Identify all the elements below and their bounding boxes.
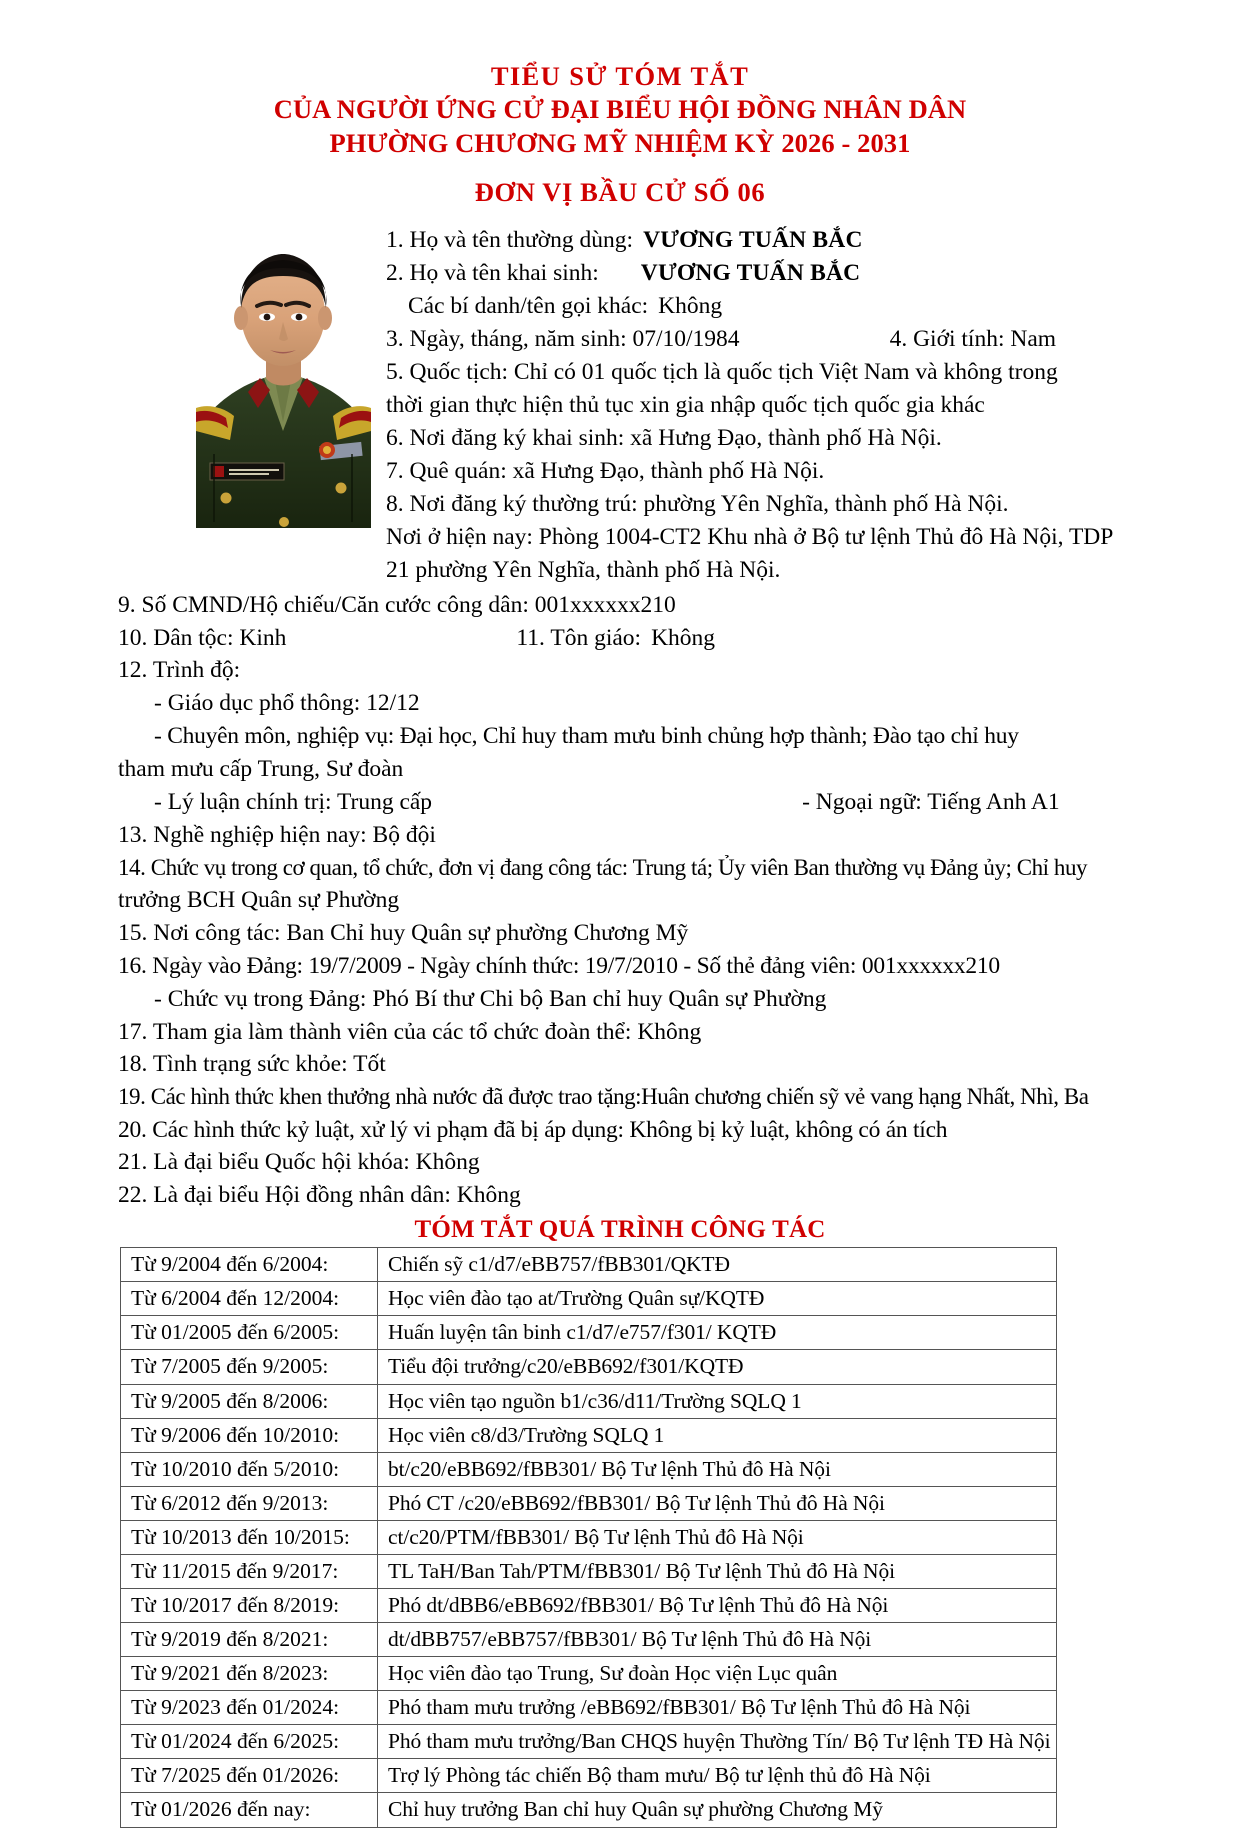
header-line-2: CỦA NGƯỜI ỨNG CỬ ĐẠI BIỂU HỘI ĐỒNG NHÂN DÂN: [273, 94, 967, 125]
career-detail: Trợ lý Phòng tác chiến Bộ tham mưu/ Bộ tư lệnh thủ đô Hà Nội: [378, 1759, 1057, 1793]
career-detail: dt/dBB757/eBB757/fBB301/ Bộ Tư lệnh Thủ đô Hà Nội: [378, 1623, 1057, 1657]
field-party-admission: 16. Ngày vào Đảng: 19/7/2009 - Ngày chính thức: 19/7/2010 - Số thẻ đảng viên: 001xxxxxx210: [118, 952, 1000, 979]
field-permanent-residence: 8. Nơi đăng ký thường trú: phường Yên Nghĩa, thành phố Hà Nội.: [386, 490, 1009, 517]
career-period: Từ 6/2004 đến 12/2004:: [121, 1282, 378, 1316]
table-row: [121, 1588, 1057, 1622]
field-disciplinary-actions: 20. Các hình thức kỷ luật, xử lý vi phạm đã bị áp dụng: Không bị kỷ luật, không có án tích: [118, 1116, 948, 1143]
field-ethnicity-value: Kinh: [239, 624, 287, 651]
career-period: Từ 6/2012 đến 9/2013:: [121, 1486, 378, 1520]
table-row: [121, 1384, 1057, 1418]
field-religion-value: Không: [651, 624, 716, 651]
field-professional-education-line2: tham mưu cấp Trung, Sư đoàn: [118, 756, 404, 783]
career-period: Từ 10/2013 đến 10/2015:: [121, 1520, 378, 1554]
career-period: Từ 01/2024 đến 6/2025:: [121, 1725, 378, 1759]
career-detail: Học viên c8/d3/Trường SQLQ 1: [378, 1418, 1057, 1452]
table-row: [121, 1725, 1057, 1759]
career-detail: ct/c20/PTM/fBB301/ Bộ Tư lệnh Thủ đô Hà Nội: [378, 1520, 1057, 1554]
career-period: Từ 10/2010 đến 5/2010:: [121, 1452, 378, 1486]
candidate-photo: [196, 226, 371, 528]
career-detail: Phó tham mưu trưởng/Ban CHQS huyện Thường Tín/ Bộ Tư lệnh TĐ Hà Nội: [378, 1725, 1057, 1759]
career-period: Từ 11/2015 đến 9/2017:: [121, 1554, 378, 1588]
field-gender-value: Nam: [1010, 325, 1057, 352]
field-religion-label: 11. Tôn giáo:: [516, 624, 642, 651]
field-gender-label: 4. Giới tính:: [889, 325, 1005, 352]
career-history-body: [121, 1248, 1057, 1827]
field-birth-name-value: VƯƠNG TUẤN BẮC: [640, 259, 861, 286]
table-row: [121, 1486, 1057, 1520]
career-detail: TL TaH/Ban Tah/PTM/fBB301/ Bộ Tư lệnh Thủ đô Hà Nội: [378, 1554, 1057, 1588]
field-general-education-text: - Giáo dục phổ thông: 12/12: [154, 690, 420, 717]
field-alias-value: Không: [658, 292, 723, 319]
field-alias-label: Các bí danh/tên gọi khác:: [408, 292, 649, 319]
career-period: Từ 10/2017 đến 8/2019:: [121, 1588, 378, 1622]
field-birth-name-label: 2. Họ và tên khai sinh:: [386, 259, 599, 286]
field-professional-education-line1: [118, 720, 1122, 753]
table-row: [121, 1691, 1057, 1725]
field-nationality-line2: thời gian thực hiện thủ tục xin gia nhập quốc tịch quốc gia khác: [386, 391, 985, 418]
field-ethnicity-religion: [118, 622, 1122, 655]
career-detail: Học viên đào tạo Trung, Sư đoàn Học viện Lục quân: [378, 1657, 1057, 1691]
document-header: [118, 60, 1122, 210]
field-workplace: 15. Nơi công tác: Ban Chỉ huy Quân sự phường Chương Mỹ: [118, 919, 689, 946]
career-detail: Tiểu đội trưởng/c20/eBB692/f301/KQTĐ: [378, 1350, 1057, 1384]
header-line-1: TIỂU SỬ TÓM TẮT: [490, 61, 750, 91]
field-alias: [386, 290, 1122, 323]
field-national-assembly-delegate: 21. Là đại biểu Quốc hội khóa: Không: [118, 1149, 480, 1176]
career-period: Từ 9/2005 đến 8/2006:: [121, 1384, 378, 1418]
field-general-education: [118, 687, 1122, 720]
field-health-status: 18. Tình trạng sức khỏe: Tốt: [118, 1051, 386, 1078]
identity-fields: [386, 224, 1122, 587]
field-dob-value: 07/10/1984: [632, 325, 740, 352]
header-line-3: PHƯỜNG CHƯƠNG MỸ NHIỆM KỲ 2026 - 2031: [329, 127, 911, 158]
table-row: [121, 1452, 1057, 1486]
career-period: Từ 01/2026 đến nay:: [121, 1793, 378, 1827]
career-detail: Học viên đào tạo at/Trường Quân sự/KQTĐ: [378, 1282, 1057, 1316]
field-common-name-label: 1. Họ và tên thường dùng:: [386, 226, 634, 253]
field-current-residence-line1: Nơi ở hiện nay: Phòng 1004-CT2 Khu nhà ở Bộ tư lệnh Thủ đô Hà Nội, TDP: [386, 523, 1114, 550]
field-common-name: [386, 224, 1122, 257]
career-detail: Huấn luyện tân binh c1/d7/e757/f301/ KQTĐ: [378, 1316, 1057, 1350]
field-current-occupation: 13. Nghề nghiệp hiện nay: Bộ đội: [118, 821, 436, 848]
table-row: [121, 1248, 1057, 1282]
table-row: [121, 1418, 1057, 1452]
field-professional-education-text: - Chuyên môn, nghiệp vụ: Đại học, Chỉ huy tham mưu binh chủng hợp thành; Đào tạo chỉ huy: [154, 723, 1019, 750]
table-row: [121, 1520, 1057, 1554]
career-period: Từ 9/2021 đến 8/2023:: [121, 1657, 378, 1691]
field-political-theory-text: - Lý luận chính trị: Trung cấp: [154, 789, 433, 816]
career-detail: Học viên tạo nguồn b1/c36/d11/Trường SQLQ 1: [378, 1384, 1057, 1418]
field-birth-registration-place: 6. Nơi đăng ký khai sinh: xã Hưng Đạo, thành phố Hà Nội.: [386, 424, 942, 451]
field-education-heading: 12. Trình độ:: [118, 657, 241, 684]
table-row: [121, 1759, 1057, 1793]
field-dob-gender: [386, 323, 1122, 356]
electoral-unit-heading: ĐƠN VỊ BẦU CỬ SỐ 06: [474, 177, 766, 208]
field-state-awards: 19. Các hình thức khen thưởng nhà nước đã được trao tặng:Huân chương chiến sỹ vẻ vang hạng Nhất, Nhì, Ba: [118, 1084, 1089, 1110]
career-detail: Phó CT /c20/eBB692/fBB301/ Bộ Tư lệnh Thủ đô Hà Nội: [378, 1486, 1057, 1520]
table-row: [121, 1793, 1057, 1827]
field-party-position-text: - Chức vụ trong Đảng: Phó Bí thư Chi bộ Ban chỉ huy Quân sự Phường: [154, 985, 827, 1012]
field-political-theory-foreign-language: [118, 786, 1122, 819]
table-row: [121, 1350, 1057, 1384]
biography-fields: [118, 589, 1122, 1213]
table-row: [121, 1623, 1057, 1657]
candidate-identity-block: [118, 224, 1122, 587]
table-row: [121, 1316, 1057, 1350]
career-period: Từ 9/2023 đến 01/2024:: [121, 1691, 378, 1725]
field-common-name-value: VƯƠNG TUẤN BẮC: [643, 226, 863, 253]
field-nationality-line1: 5. Quốc tịch: Chỉ có 01 quốc tịch là quốc tịch Việt Nam và không trong: [386, 358, 1058, 385]
field-id-number: 9. Số CMND/Hộ chiếu/Căn cước công dân: 001xxxxxx210: [118, 591, 676, 618]
field-ethnicity-label: 10. Dân tộc:: [118, 624, 234, 651]
career-period: Từ 9/2004 đến 6/2004:: [121, 1248, 378, 1282]
field-current-residence-line2: 21 phường Yên Nghĩa, thành phố Hà Nội.: [386, 556, 781, 583]
field-organization-membership: 17. Tham gia làm thành viên của các tổ chức đoàn thể: Không: [118, 1018, 702, 1045]
career-detail: bt/c20/eBB692/fBB301/ Bộ Tư lệnh Thủ đô Hà Nội: [378, 1452, 1057, 1486]
career-period: Từ 7/2025 đến 01/2026:: [121, 1759, 378, 1793]
career-detail: Chiến sỹ c1/d7/eBB757/fBB301/QKTĐ: [378, 1248, 1057, 1282]
field-peoples-council-delegate: 22. Là đại biểu Hội đồng nhân dân: Không: [118, 1182, 521, 1209]
table-row: [121, 1282, 1057, 1316]
career-detail: Chỉ huy trưởng Ban chỉ huy Quân sự phường Chương Mỹ: [378, 1793, 1057, 1827]
field-birth-name: [386, 257, 1122, 290]
career-period: Từ 01/2005 đến 6/2005:: [121, 1316, 378, 1350]
table-row: [121, 1554, 1057, 1588]
table-row: [121, 1657, 1057, 1691]
career-period: Từ 7/2005 đến 9/2005:: [121, 1350, 378, 1384]
career-detail: Phó tham mưu trưởng /eBB692/fBB301/ Bộ Tư lệnh Thủ đô Hà Nội: [378, 1691, 1057, 1725]
field-foreign-language-text: - Ngoại ngữ: Tiếng Anh A1: [802, 789, 1060, 816]
career-period: Từ 9/2019 đến 8/2021:: [121, 1623, 378, 1657]
field-hometown: 7. Quê quán: xã Hưng Đạo, thành phố Hà Nội.: [386, 457, 825, 484]
field-dob-label: 3. Ngày, tháng, năm sinh:: [386, 325, 627, 352]
field-party-position: [118, 983, 1122, 1016]
career-detail: Phó dt/dBB6/eBB692/fBB301/ Bộ Tư lệnh Thủ đô Hà Nội: [378, 1588, 1057, 1622]
career-history-table: [120, 1247, 1057, 1827]
field-current-position-line1: 14. Chức vụ trong cơ quan, tổ chức, đơn vị đang công tác: Trung tá; Ủy viên Ban thường vụ Đảng ủy; Chỉ huy: [118, 854, 1088, 880]
field-current-position-line2: trưởng BCH Quân sự Phường: [118, 886, 400, 913]
career-summary-title: TÓM TẮT QUÁ TRÌNH CÔNG TÁC: [414, 1216, 826, 1244]
career-period: Từ 9/2006 đến 10/2010:: [121, 1418, 378, 1452]
